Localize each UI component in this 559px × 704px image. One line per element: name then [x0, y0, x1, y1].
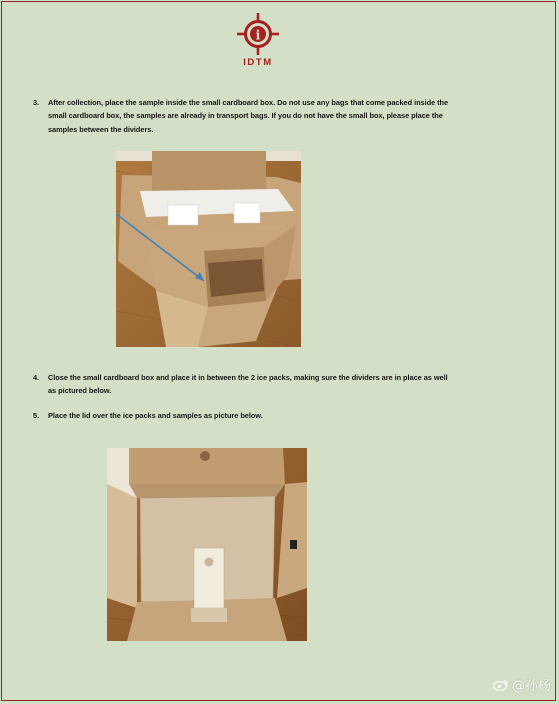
step-number: 5. [33, 411, 40, 420]
step-number: 3. [33, 98, 40, 107]
step-line: After collection, place the sample inside the small cardboard box. Do not use any bags that come packed inside the [48, 98, 449, 107]
step-line: as pictured below. [48, 386, 112, 396]
watermark-text: @孙杨 [511, 679, 551, 694]
step-line: Close the small cardboard box and place it in between the 2 ice packs, making sure the dividers are in place as well [48, 373, 448, 382]
step-line: samples between the dividers. [48, 124, 154, 134]
step-number: 4. [33, 373, 40, 382]
step-4 [33, 371, 523, 399]
svg-text:i: i [255, 28, 261, 44]
step-line: small cardboard box, the samples are already in transport bags. If you do not have the small box, please place the [48, 111, 443, 121]
step-3 [33, 96, 523, 138]
weibo-icon [493, 678, 509, 691]
crosshair-icon [237, 12, 279, 56]
watermark [493, 675, 551, 694]
idtm-logo [234, 12, 282, 74]
logo-text: IDTM [243, 57, 273, 68]
step-5 [33, 409, 523, 423]
photo-small-box-open [116, 151, 301, 347]
step-line: Place the lid over the ice packs and samples as picture below. [48, 411, 263, 420]
photo-box-with-lid [107, 448, 307, 641]
